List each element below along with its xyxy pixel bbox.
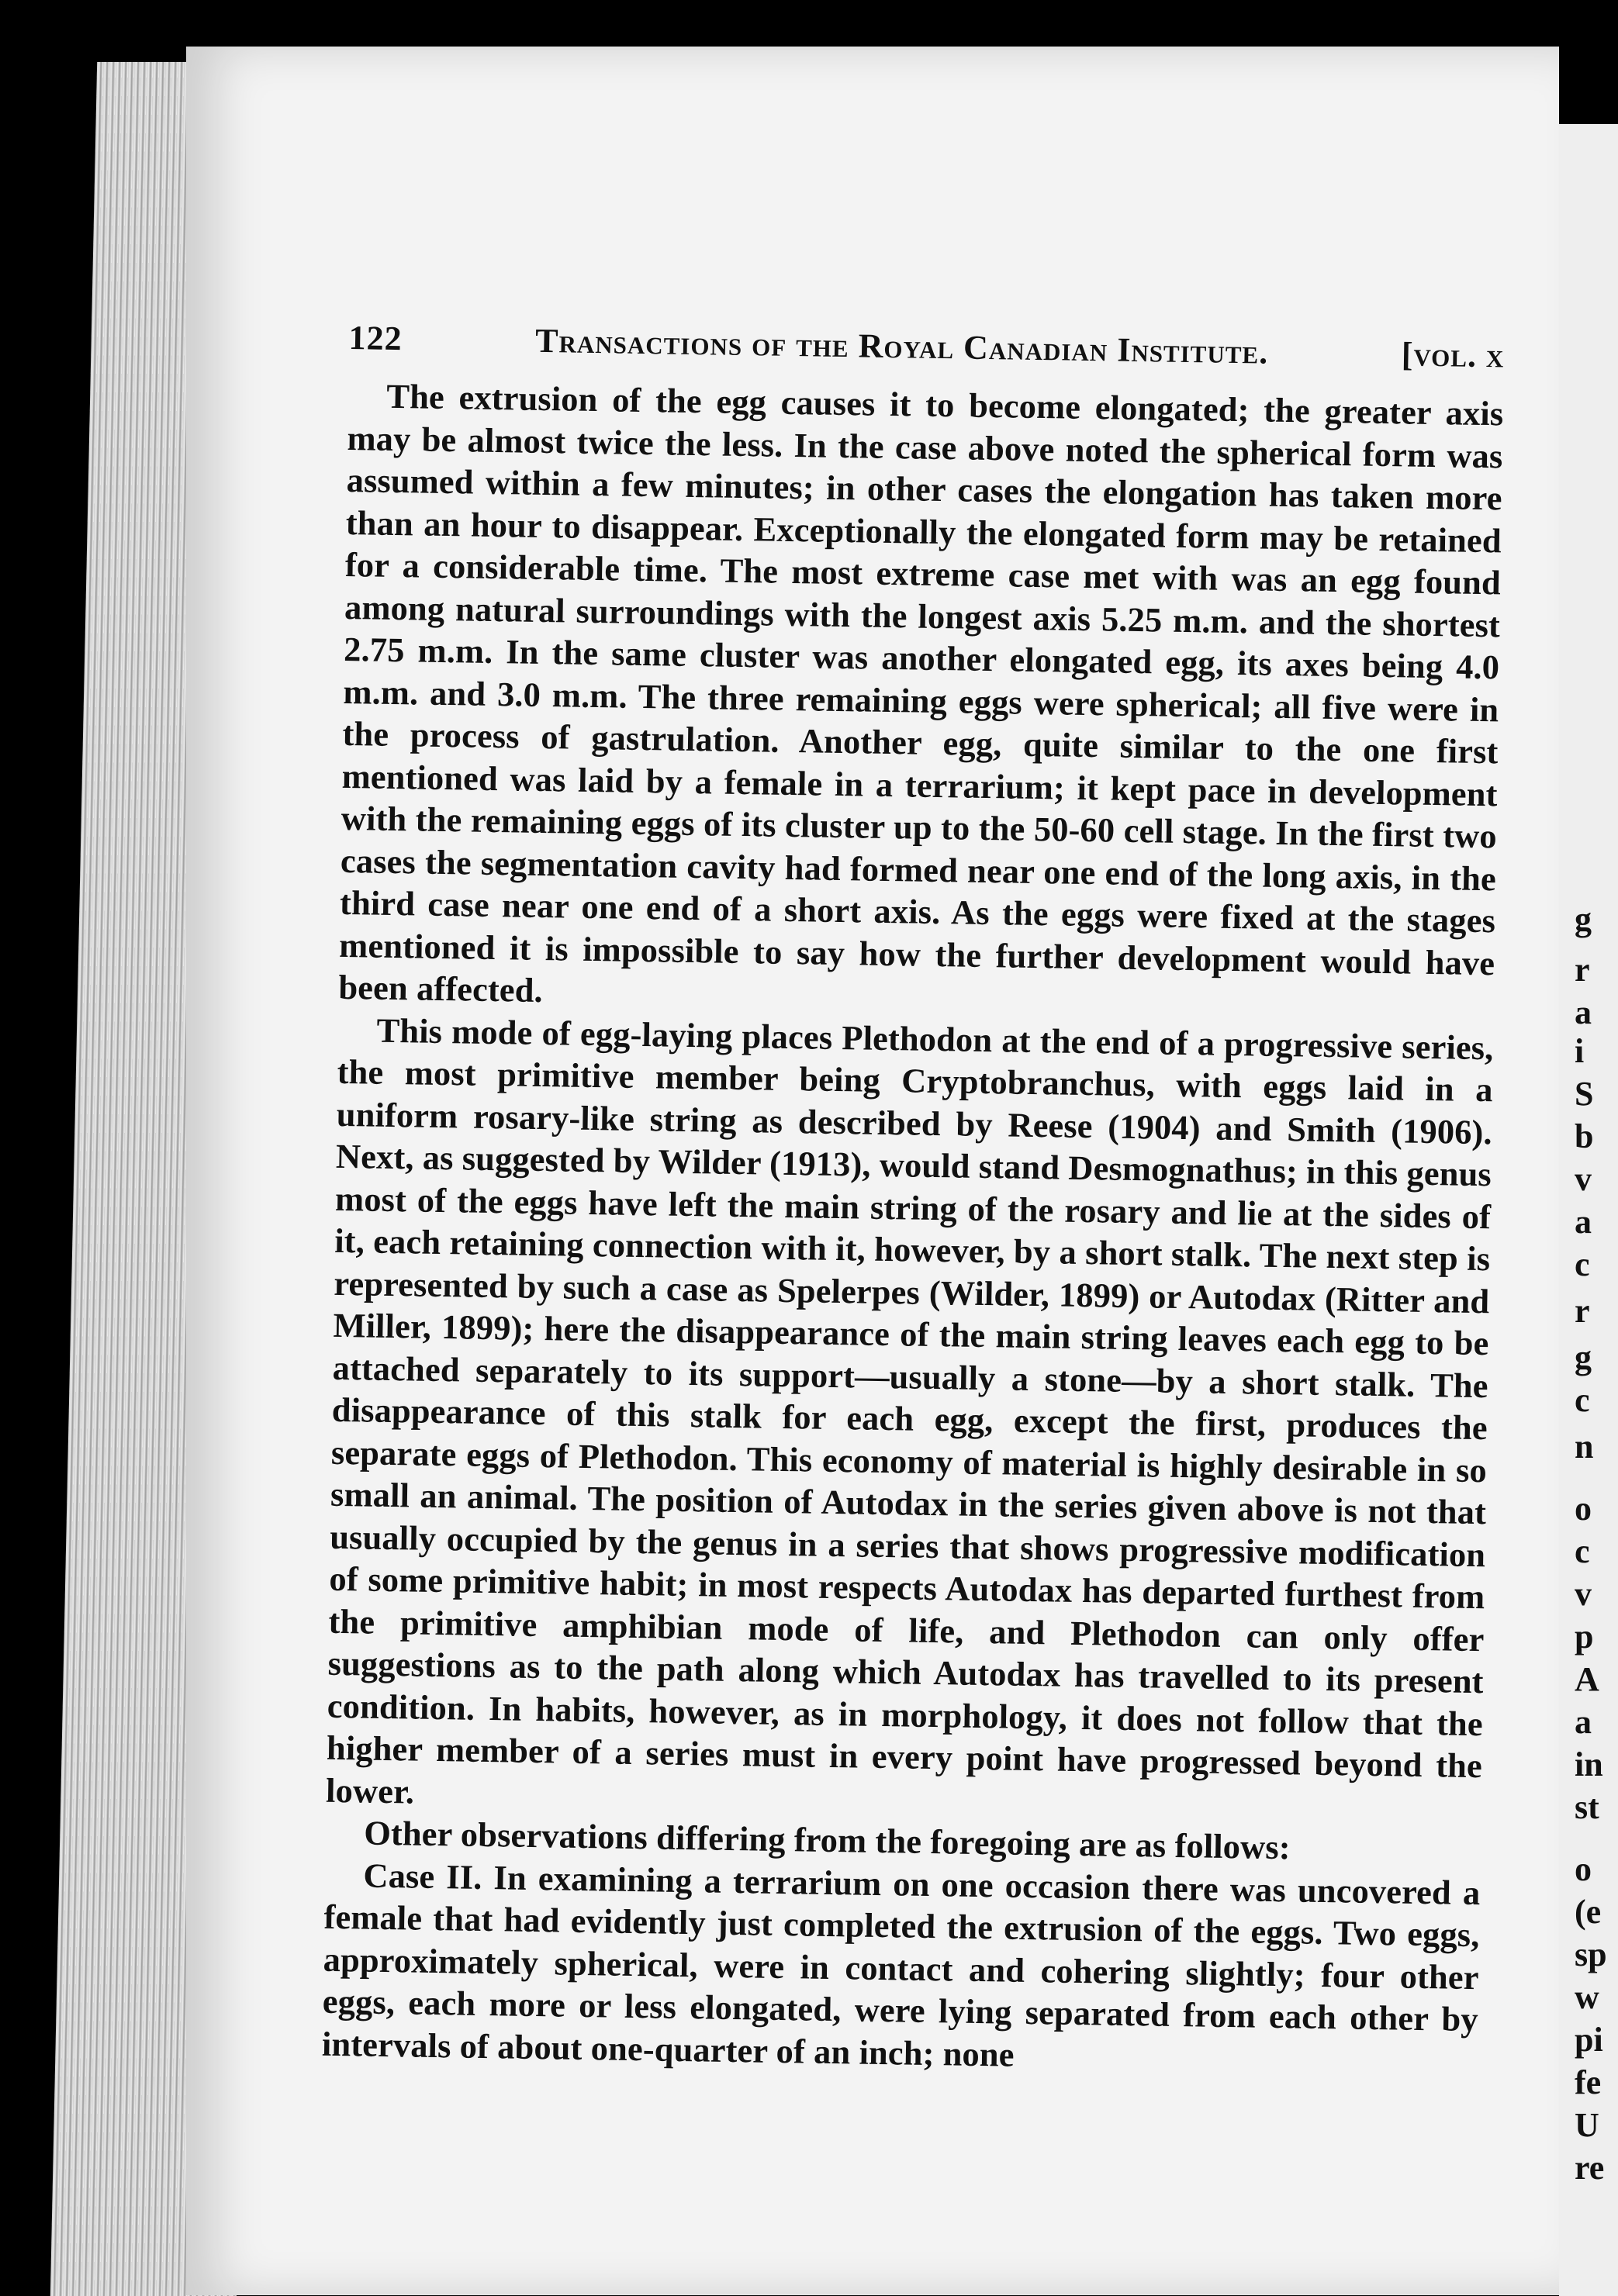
adjacent-page-fragment: c <box>1575 1381 1590 1419</box>
adjacent-page-fragment: i <box>1575 1032 1585 1070</box>
adjacent-page-fragment: g <box>1575 1338 1592 1376</box>
adjacent-page-fragment: U <box>1575 2106 1599 2144</box>
adjacent-page-fragment: fe <box>1575 2063 1602 2101</box>
adjacent-page-fragment: st <box>1575 1788 1599 1826</box>
adjacent-page-fragment: r <box>1575 951 1590 989</box>
adjacent-page-fragment: o <box>1575 1490 1592 1528</box>
adjacent-page-fragment: c <box>1575 1532 1590 1570</box>
page-text-block <box>322 318 1505 2083</box>
adjacent-page-fragment: re <box>1575 2149 1605 2187</box>
adjacent-page-fragment: pi <box>1575 2021 1603 2059</box>
adjacent-page-fragment: v <box>1575 1575 1592 1613</box>
paragraph-2: This mode of egg-laying places Plethodon at the end of a progressive series, the most primitive member being Cryptobranchus, with eggs laid in a uniform rosary-like string as described by Reese (1904) and Smith (1906). Next, as suggested by Wilder (1913), would stand Desmognathus; in this genus most of the eggs have left the main string of the rosary and lie at the sides of it, each retaining connection with it, however, by a short stalk. The next step is represented by such a case as Spelerpes (Wilder, 1899) or Autodax (Ritter and Miller, 1899); here the disappearance of the main string leaves each egg to be attached separately to its support—usually a stone—by a short stalk. The disappearance of this stalk for each egg, except the first, produces the separate eggs of Plethodon. This economy of material is highly desirable in so small an animal. The position of Autodax in the series given above is not that usually occupied by the genus in a series that shows progressive modification of some primitive habit; in most respects Autodax has departed furthest from the primitive amphibian mode of life, and Plethodon can only offer suggestions as to the path along which Autodax has travelled to its present condition. In habits, however, as in morphology, it does not follow that the higher member of a series must in every point have progressed beyond the lower. <box>325 1010 1494 1811</box>
paragraph-4: Case II. In examining a terrarium on one occasion there was uncovered a female that had evidently just completed the extrusion of the eggs. Two eggs, approximately spherical, were in contact and cohering slightly; four other eggs, each more or less elongated, were lying separated from each other by intervals of about one-quarter of an inch; none <box>321 1856 1481 2074</box>
journal-title: Transactions of the Royal Canadian Institute. <box>534 321 1269 371</box>
adjacent-page-fragment: a <box>1575 993 1592 1031</box>
adjacent-page-fragment: A <box>1575 1660 1599 1698</box>
adjacent-page-fragment: g <box>1575 900 1592 938</box>
page-number: 122 <box>348 318 403 358</box>
adjacent-page-fragment: a <box>1575 1203 1592 1241</box>
adjacent-page-fragment: n <box>1575 1428 1594 1466</box>
adjacent-page-fragment: o <box>1575 1850 1592 1888</box>
adjacent-page-fragment: w <box>1575 1978 1599 2016</box>
paragraph-1: The extrusion of the egg causes it to become elongated; the greater axis may be almost twice the less. In the case above noted the spherical form was assumed within a few minutes; in other cases the elongation has taken more than an hour to disappear. Exceptionally the elongated form may be retained for a considerable time. The most extreme case met with was an egg found among natural surroundings with the longest axis 5.25 m.m. and the shortest 2.75 m.m. In the same cluster was another elongated egg, its axes being 4.0 m.m. and 3.0 m.m. The three remaining eggs were spherical; all five were in the process of gastrulation. Another egg, quite similar to the one first mentioned was laid by a female in a terrarium; it kept pace in development with the remaining eggs of its cluster up to the 50-60 cell stage. In the first two cases the segmentation cavity had formed near one end of the long axis, in the third case near one end of a short axis. As the eggs were fixed at the stages mentioned it is impossible to say how the further development would have been affected. <box>338 376 1504 1010</box>
body-text <box>322 375 1504 2083</box>
adjacent-page-fragment: (e <box>1575 1893 1602 1931</box>
adjacent-page-fragment: r <box>1575 1292 1590 1330</box>
adjacent-page-fragment: p <box>1575 1618 1594 1656</box>
adjacent-page-fragment: v <box>1575 1160 1592 1198</box>
adjacent-page-fragment: in <box>1575 1745 1603 1783</box>
paragraph-3: Other observations differing from the foregoing are as follows: <box>363 1813 1291 1867</box>
volume-label: [vol. x <box>1401 335 1505 375</box>
adjacent-page-fragment: c <box>1575 1245 1590 1283</box>
adjacent-page-fragment: b <box>1575 1117 1594 1155</box>
adjacent-page-fragment: S <box>1575 1075 1594 1113</box>
adjacent-page-fragment: a <box>1575 1703 1592 1741</box>
adjacent-page-fragment: sp <box>1575 1935 1607 1973</box>
